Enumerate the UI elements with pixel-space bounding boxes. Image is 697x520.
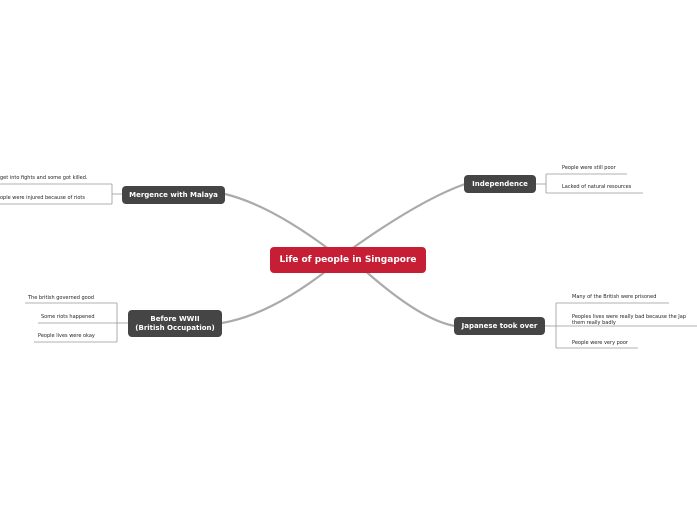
central-topic-label: Life of people in Singapore — [279, 254, 417, 265]
leaf-item[interactable]: get into fights and some got killed. — [0, 175, 88, 181]
leaf-item[interactable]: Some riots happened — [41, 314, 95, 320]
leaf-item[interactable]: The british governed good — [28, 295, 94, 301]
branch-label: Independence — [472, 179, 528, 188]
leaf-item[interactable]: Lacked of natural resources — [562, 184, 632, 190]
central-topic[interactable] — [270, 247, 426, 273]
branch-label: Before WWII (British Occupation) — [135, 315, 215, 332]
leaf-item[interactable]: Peoples lives were really bad because the Jap them really badly — [572, 314, 687, 326]
leaf-item[interactable]: Many of the British were prisoned — [572, 294, 657, 300]
branch-independence[interactable] — [464, 175, 536, 193]
branch-label: Japanese took over — [461, 321, 538, 330]
leaf-item[interactable]: People were very poor — [572, 340, 628, 346]
branch-before-wwii[interactable] — [128, 310, 222, 337]
leaf-item[interactable]: ople were injured because of riots — [0, 195, 85, 201]
leaf-item[interactable]: People lives were okay — [38, 333, 95, 339]
branch-label: Mergence with Malaya — [129, 190, 218, 199]
leaf-item[interactable]: People were still poor — [562, 165, 616, 171]
branch-japanese-took-over[interactable] — [454, 317, 545, 335]
branch-mergence-with-malaya[interactable] — [122, 186, 225, 204]
